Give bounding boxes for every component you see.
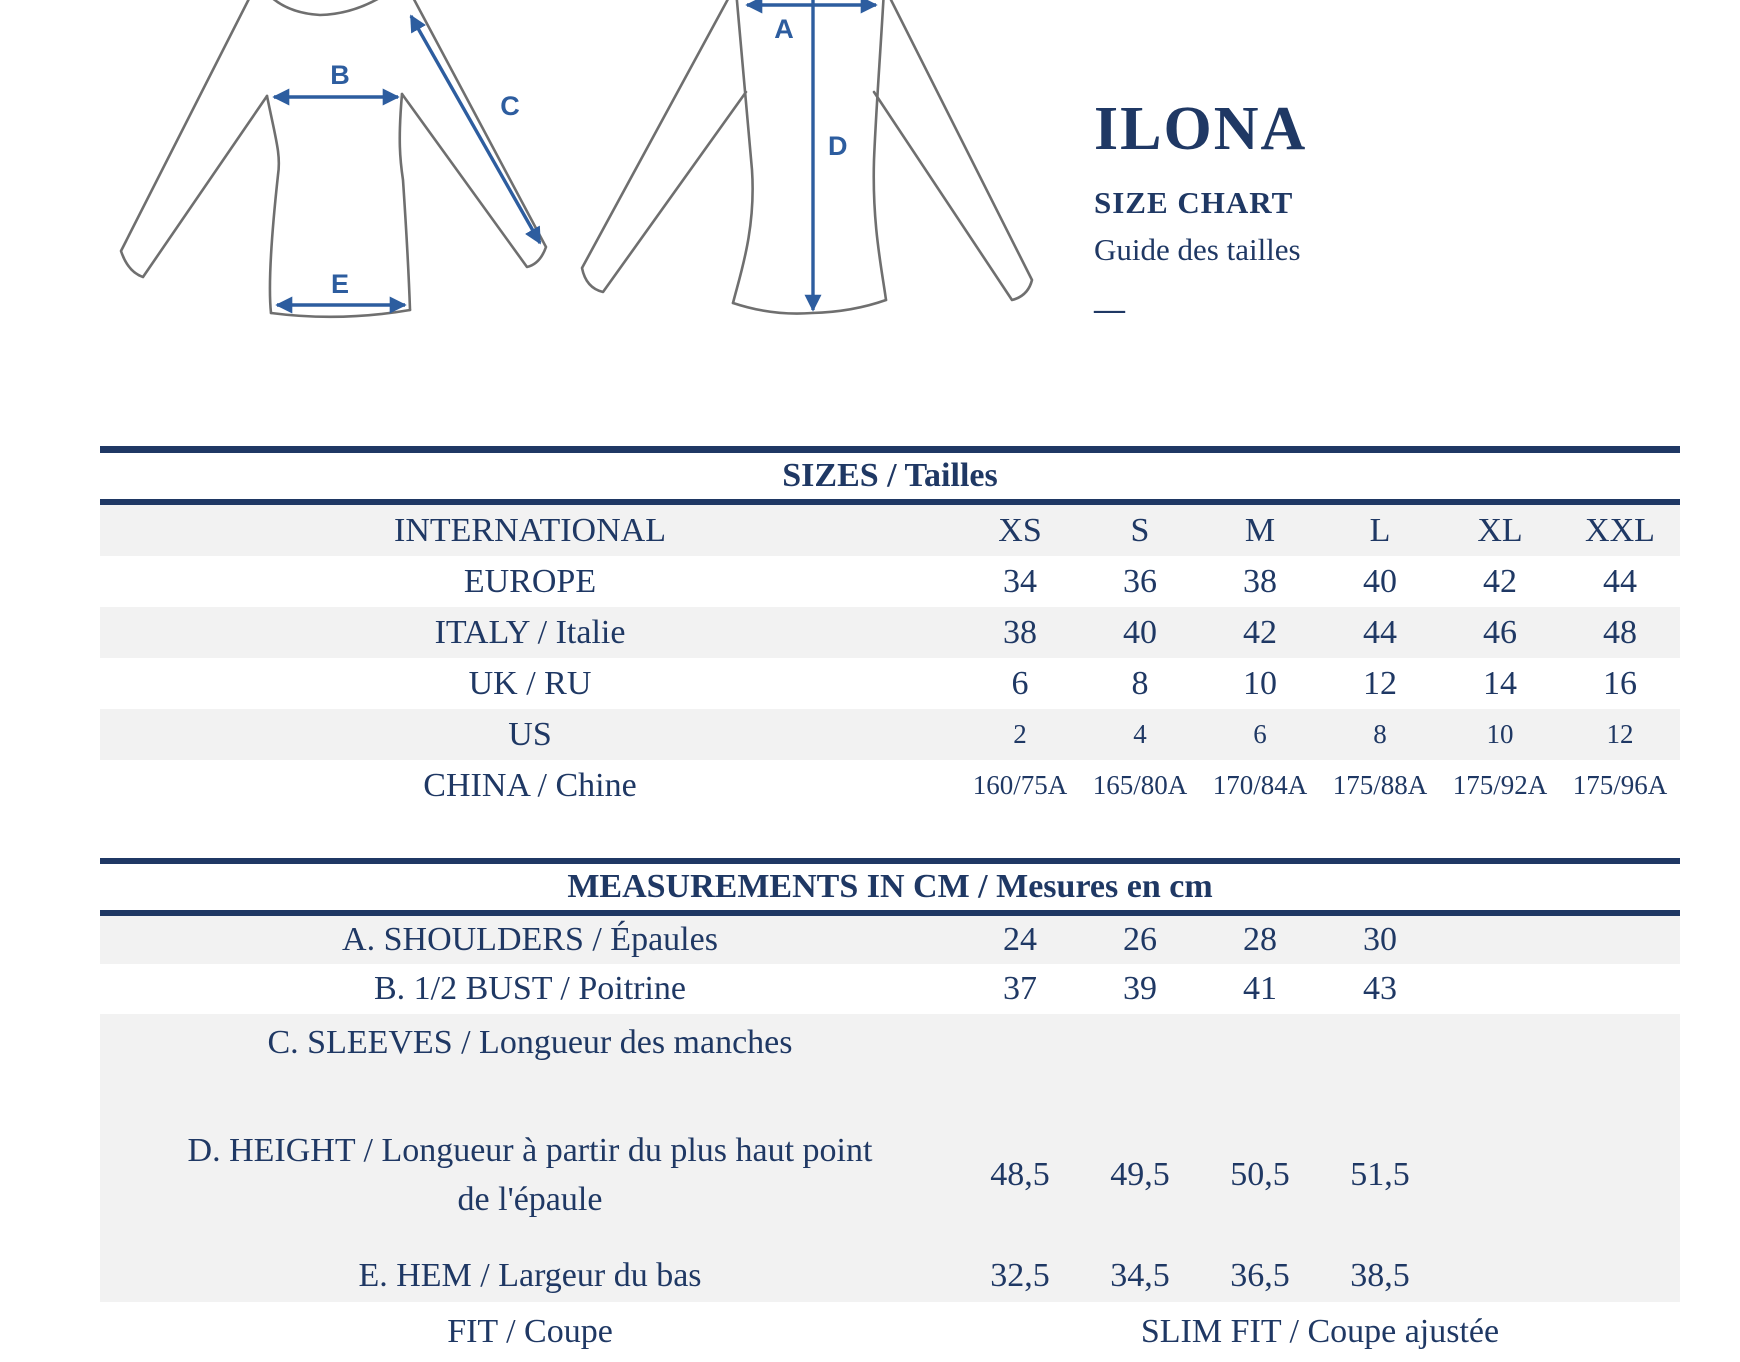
size-cell: 2	[1013, 719, 1027, 749]
measure-label-d: D	[828, 131, 848, 161]
table-row	[100, 916, 1680, 964]
size-cell: 36	[1123, 562, 1157, 600]
product-name: ILONA	[1094, 95, 1308, 163]
table-rule	[100, 446, 1680, 453]
size-cell: 175/92A	[1452, 770, 1548, 800]
size-cell: 44	[1363, 613, 1397, 651]
measure-cell: 26	[1123, 921, 1157, 958]
measure-cell: 51,5	[1350, 1156, 1410, 1193]
table-row	[100, 658, 1680, 709]
size-cell: 10	[1243, 664, 1277, 702]
table-row	[100, 607, 1680, 658]
row-label: UK / RU	[468, 664, 592, 702]
row-label	[100, 1126, 960, 1225]
measure-cell: 48,5	[990, 1156, 1050, 1193]
measure-cell: 43	[1363, 970, 1397, 1007]
table-row	[100, 556, 1680, 607]
row-label: US	[508, 715, 552, 753]
size-cell: 165/80A	[1092, 770, 1188, 800]
row-label: B. 1/2 BUST / Poitrine	[373, 970, 687, 1007]
table-row	[100, 709, 1680, 760]
measure-cell: 41	[1243, 970, 1277, 1007]
row-label: CHINA / Chine	[423, 766, 637, 804]
sizes-table	[100, 446, 1680, 811]
size-cell: 12	[1606, 719, 1634, 749]
size-cell: 38	[1243, 562, 1277, 600]
title-block	[1094, 95, 1308, 326]
table-row	[100, 1250, 1680, 1302]
size-cell: S	[1130, 511, 1150, 549]
size-cell: 8	[1131, 664, 1149, 702]
measure-cell: 50,5	[1230, 1156, 1290, 1193]
size-cell: 48	[1603, 613, 1637, 651]
table-row	[100, 505, 1680, 556]
size-cell: L	[1369, 511, 1391, 549]
size-cell: 170/84A	[1212, 770, 1308, 800]
row-label: INTERNATIONAL	[394, 511, 666, 549]
measure-cell: 30	[1363, 921, 1397, 958]
row-label: C. SLEEVES / Longueur des manches	[267, 1024, 793, 1061]
size-cell: 40	[1123, 613, 1157, 651]
measurements-table	[100, 858, 1680, 1362]
size-cell: 12	[1363, 664, 1397, 702]
measure-cell: 36,5	[1230, 1257, 1290, 1294]
size-chart-subheading-fr: Guide des tailles	[1094, 232, 1301, 267]
measure-label-e: E	[330, 269, 350, 299]
row-label: E. HEM / Largeur du bas	[358, 1257, 702, 1294]
row-label: FIT / Coupe	[447, 1313, 613, 1350]
row-label: EUROPE	[463, 562, 597, 600]
size-cell: 40	[1363, 562, 1397, 600]
size-chart-heading: SIZE CHART	[1094, 185, 1294, 220]
size-cell: XXL	[1585, 511, 1655, 549]
size-cell: XS	[998, 511, 1042, 549]
table-row	[100, 1014, 1680, 1100]
measurements-table-header: MEASUREMENTS IN CM / Mesures en cm	[100, 864, 1680, 910]
size-cell: 175/88A	[1332, 770, 1428, 800]
garment-measurement-diagram	[40, 0, 1100, 340]
measure-arrow-d	[813, 0, 848, 310]
size-cell: 34	[1003, 562, 1037, 600]
size-cell: 42	[1243, 613, 1277, 651]
measure-label-b: B	[330, 60, 350, 90]
size-cell: 42	[1483, 562, 1517, 600]
measure-cell: 39	[1123, 970, 1157, 1007]
row-label: A. SHOULDERS / Épaules	[342, 921, 718, 958]
size-cell: 14	[1483, 664, 1517, 702]
size-cell: 16	[1603, 664, 1637, 702]
table-row	[100, 1302, 1680, 1362]
size-cell: M	[1244, 511, 1276, 549]
measure-label-c: C	[500, 91, 520, 121]
measure-cell: 24	[1003, 921, 1037, 958]
size-cell: 6	[1253, 719, 1267, 749]
size-cell: 4	[1133, 719, 1147, 749]
sizes-table-header: SIZES / Tailles	[100, 453, 1680, 499]
measure-arrow-c	[411, 16, 540, 243]
measure-label-a: A	[774, 14, 794, 44]
measure-cell: 49,5	[1110, 1156, 1170, 1193]
table-row	[100, 760, 1680, 811]
table-row	[100, 964, 1680, 1014]
row-label-line2: de l'épaule	[457, 1181, 603, 1218]
size-cell: 10	[1486, 719, 1514, 749]
size-cell: 6	[1011, 664, 1029, 702]
table-row	[100, 1100, 1680, 1250]
measure-cell: 37	[1003, 970, 1037, 1007]
size-cell: 46	[1483, 613, 1517, 651]
size-cell: XL	[1477, 511, 1523, 549]
measure-cell: 32,5	[990, 1257, 1050, 1294]
row-label: ITALY / Italie	[434, 613, 626, 651]
size-cell: 160/75A	[972, 770, 1068, 800]
measure-cell: 34,5	[1110, 1257, 1170, 1294]
measure-arrow-e	[277, 269, 405, 305]
size-cell: 175/96A	[1572, 770, 1668, 800]
size-cell: 44	[1603, 562, 1637, 600]
measure-cell: 28	[1243, 921, 1277, 958]
garment-back-outline	[582, 0, 1032, 314]
size-cell: 8	[1373, 719, 1387, 749]
fit-value-cell: SLIM FIT / Coupe ajustée	[1140, 1313, 1500, 1350]
measure-arrow-b	[274, 60, 398, 97]
size-cell: 38	[1003, 613, 1037, 651]
measure-cell: 38,5	[1350, 1257, 1410, 1294]
row-label-line1: D. HEIGHT / Longueur à partir du plus haut point	[187, 1131, 873, 1169]
title-divider-dash: —	[1094, 291, 1125, 326]
